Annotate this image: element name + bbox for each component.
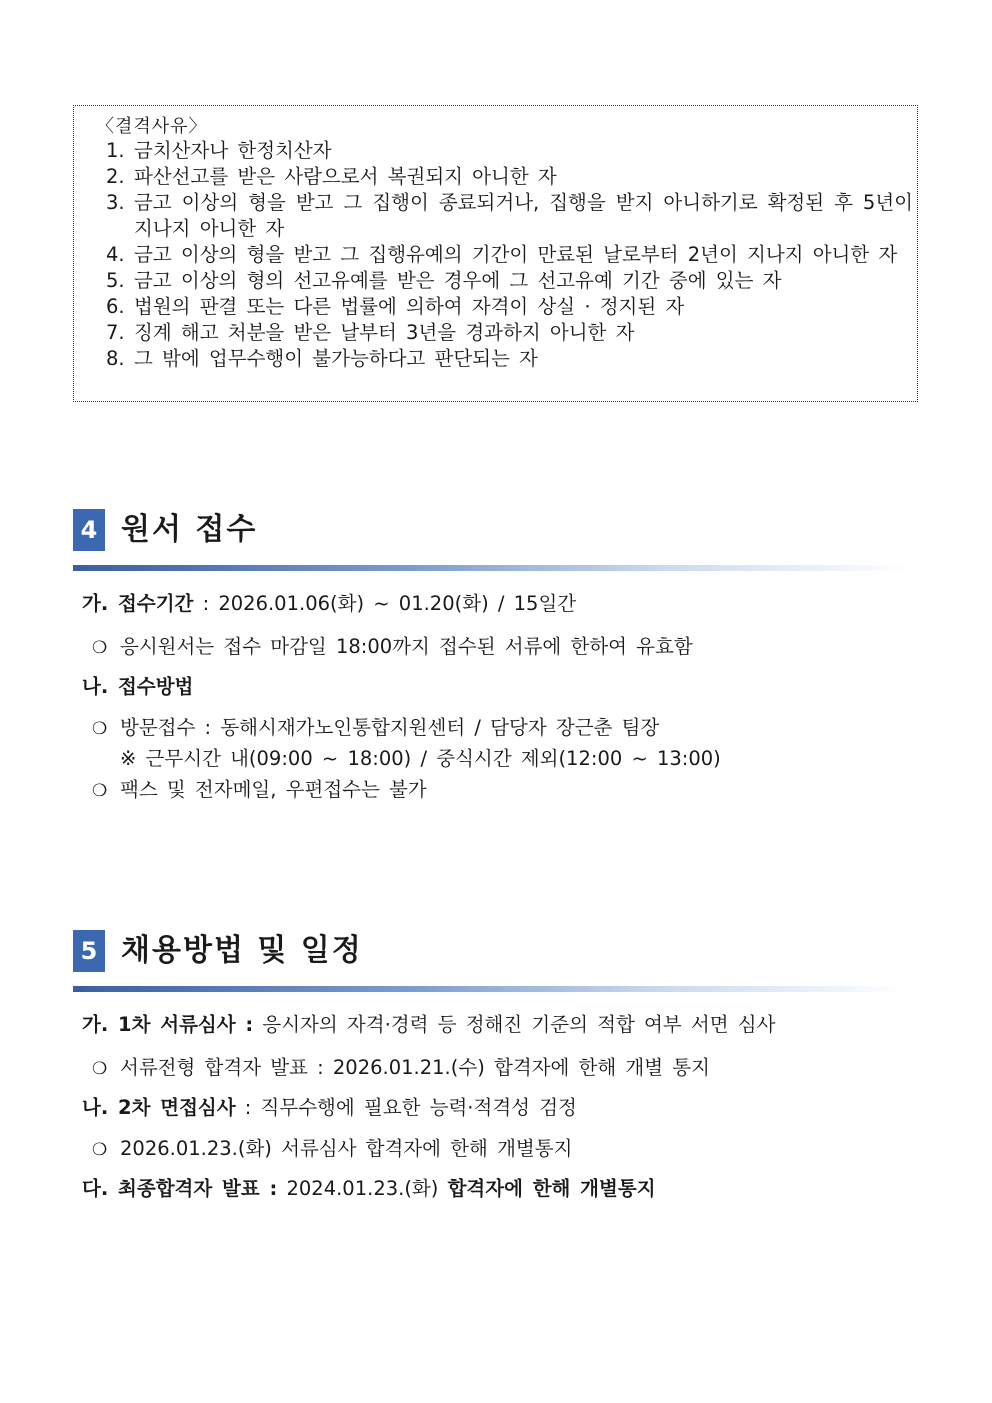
list-item: 2. 파산선고를 받은 사람으로서 복권되지 아니한 자 <box>106 165 557 188</box>
section-number-badge: 4 <box>73 509 105 551</box>
list-item: 6. 법원의 판결 또는 다른 법률에 의하여 자격이 상실 · 정지된 자 <box>106 295 685 318</box>
list-item: 4. 금고 이상의 형을 받고 그 집행유예의 기간이 만료된 날로부터 2년이 지나지 아니한 자 <box>106 243 898 266</box>
bullet-icon: ❍ <box>92 1140 108 1160</box>
list-item: 7. 징계 해고 처분을 받은 날부터 3년을 경과하지 아니한 자 <box>106 321 635 344</box>
step1-line <box>82 1012 775 1038</box>
period-line <box>82 591 576 617</box>
method-other: 팩스 및 전자메일, 우편접수는 불가 <box>120 778 427 801</box>
step2-note: 2026.01.23.(화) 서류심사 합격자에 한해 개별통지 <box>120 1137 573 1160</box>
step2-line <box>82 1095 577 1121</box>
section-number-badge: 5 <box>73 930 105 972</box>
list-item: 3. 금고 이상의 형을 받고 그 집행이 종료되거나, 집행을 받지 아니하기로 확정된 후 5년이 지나지 아니한 자 <box>106 191 913 240</box>
step1-label: 가. 1차 서류심사 : <box>82 1013 254 1036</box>
step2-label: 나. 2차 면접심사 <box>82 1096 236 1119</box>
method-other-line <box>92 777 427 804</box>
step1-value: 응시자의 자격·경력 등 정해진 기준의 적합 여부 서면 심사 <box>253 1013 776 1036</box>
period-note-line <box>92 634 693 661</box>
bullet-icon: ❍ <box>92 638 108 658</box>
section-title: 원서 접수 <box>121 512 258 547</box>
disqualification-caption: 〈결격사유〉 <box>96 116 208 137</box>
bullet-icon: ❍ <box>92 719 108 739</box>
section-divider <box>73 565 908 571</box>
bullet-icon: ❍ <box>92 1059 108 1079</box>
step3-tail: 합격자에 한해 개별통지 <box>447 1177 656 1200</box>
bullet-icon: ❍ <box>92 781 108 801</box>
step3-value: 2024.01.23.(화) <box>277 1177 448 1200</box>
period-note: 응시원서는 접수 마감일 18:00까지 접수된 서류에 한하여 유효함 <box>120 635 693 658</box>
step3-line <box>82 1176 656 1202</box>
section-divider <box>73 986 908 992</box>
step3-label: 다. 최종합격자 발표 : <box>82 1177 278 1200</box>
step2-note-line <box>92 1136 572 1163</box>
method-visit: 방문접수 : 동해시재가노인통합지원센터 / 담당자 장근춘 팀장 <box>120 716 660 739</box>
step1-note: 서류전형 합격자 발표 : 2026.01.21.(수) 합격자에 한해 개별 통지 <box>120 1056 710 1079</box>
disqualification-list <box>106 138 913 372</box>
list-item: 5. 금고 이상의 형의 선고유예를 받은 경우에 그 선고유예 기간 중에 있는 자 <box>106 269 782 292</box>
list-item: 1. 금치산자나 한정치산자 <box>106 139 332 162</box>
period-value: : 2026.01.06(화) ~ 01.20(화) / 15일간 <box>193 592 577 615</box>
method-hours: ※ 근무시간 내(09:00 ~ 18:00) / 중식시간 제외(12:00 ~ 13:00) <box>120 747 721 770</box>
step2-value: : 직무수행에 필요한 능력·적격성 검정 <box>235 1096 577 1119</box>
period-label: 가. 접수기간 <box>82 592 194 615</box>
section-title: 채용방법 및 일정 <box>121 933 363 968</box>
step1-note-line <box>92 1055 710 1082</box>
disqualification-box <box>73 105 918 402</box>
method-visit-line <box>92 715 659 742</box>
method-label: 나. 접수방법 <box>82 675 194 698</box>
list-item: 8. 그 밖에 업무수행이 불가능하다고 판단되는 자 <box>106 347 538 370</box>
